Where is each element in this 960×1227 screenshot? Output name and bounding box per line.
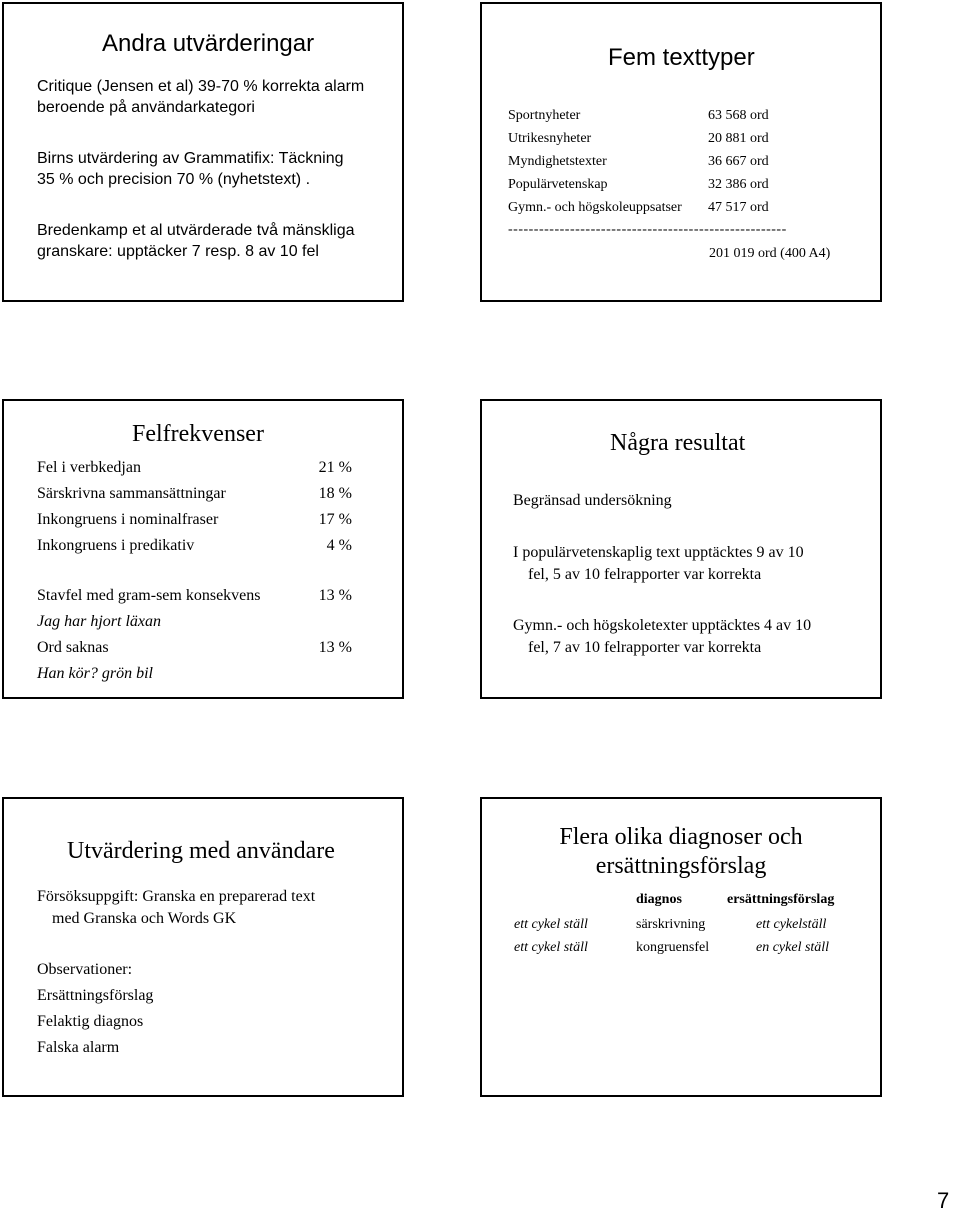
slide-title: Felfrekvenser xyxy=(132,421,264,447)
row-label: Fel i verbkedjan xyxy=(37,459,141,476)
text-line: fel, 7 av 10 felrapporter var korrekta xyxy=(528,639,762,656)
row-value: 47 517 ord xyxy=(708,200,769,215)
slide-title-line-1: Flera olika diagnoser och xyxy=(559,824,803,850)
text-line: I populärvetenskaplig text upptäcktes 9 av 10 xyxy=(513,544,804,561)
slide-title-line-2: ersättningsförslag xyxy=(595,853,767,879)
row-value: 17 % xyxy=(318,511,352,528)
text-line: med Granska och Words GK xyxy=(52,910,237,927)
example-sentence: Han kör? grön bil xyxy=(37,665,153,682)
slide-title: Andra utvärderingar xyxy=(102,30,315,57)
text-line: Gymn.- och högskoletexter upptäcktes 4 av 10 xyxy=(513,617,812,634)
slide-title: Fem texttyper xyxy=(608,44,755,71)
row-value: 32 386 ord xyxy=(708,177,769,192)
row-label: Inkongruens i predikativ xyxy=(37,537,195,554)
row-value: 20 881 ord xyxy=(708,131,769,146)
diagnosis-value: särskrivning xyxy=(636,917,706,932)
observations-heading: Observationer: xyxy=(37,961,133,978)
observation-item: Felaktig diagnos xyxy=(37,1013,144,1030)
column-header-forslag: ersättningsförslag xyxy=(727,892,835,907)
example-sentence: Jag har hjort läxan xyxy=(37,613,161,630)
text-line: beroende på användarkategori xyxy=(37,99,255,116)
page-number: 7 xyxy=(937,1188,950,1213)
slide-nagra-resultat xyxy=(480,399,882,699)
observation-item: Ersättningsförslag xyxy=(37,987,154,1004)
diagnosis-value: kongruensfel xyxy=(636,940,710,955)
row-value: 63 568 ord xyxy=(708,108,769,123)
text-line: 35 % och precision 70 % (nyhetstext) . xyxy=(37,171,311,188)
row-label: Gymn.- och högskoleuppsatser xyxy=(508,200,682,215)
slide-felfrekvenser xyxy=(2,399,404,699)
suggestion-value: en cykel ställ xyxy=(756,940,830,955)
row-value: 13 % xyxy=(318,639,352,656)
row-label: Utrikesnyheter xyxy=(508,131,592,146)
row-value: 4 % xyxy=(326,537,352,554)
row-label: Särskrivna sammansättningar xyxy=(37,485,226,502)
row-value: 18 % xyxy=(318,485,352,502)
slide-andra-utvarderingar xyxy=(2,2,404,302)
subtitle: Begränsad undersökning xyxy=(513,492,672,509)
row-value: 21 % xyxy=(318,459,352,476)
row-label: Populärvetenskap xyxy=(508,177,608,192)
example-input: ett cykel ställ xyxy=(514,917,588,932)
slide-flera-diagnoser xyxy=(480,797,882,1097)
text-line: granskare: upptäcker 7 resp. 8 av 10 fel xyxy=(37,243,319,260)
total-value: 201 019 ord (400 A4) xyxy=(709,246,831,261)
separator-line: ------------------------------------------------------ xyxy=(508,222,787,237)
text-line: fel, 5 av 10 felrapporter var korrekta xyxy=(528,566,762,583)
slide-fem-texttyper xyxy=(480,2,882,302)
row-label: Stavfel med gram-sem konsekvens xyxy=(37,587,261,604)
text-line: Critique (Jensen et al) 39-70 % korrekta alarm xyxy=(37,78,365,95)
example-input: ett cykel ställ xyxy=(514,940,588,955)
slide-title: Några resultat xyxy=(610,430,746,456)
suggestion-value: ett cykelställ xyxy=(756,917,827,932)
observation-item: Falska alarm xyxy=(37,1039,120,1056)
text-line: Bredenkamp et al utvärderade två mänskliga xyxy=(37,222,355,239)
row-value: 36 667 ord xyxy=(708,154,769,169)
row-label: Inkongruens i nominalfraser xyxy=(37,511,219,528)
row-label: Myndighetstexter xyxy=(508,154,607,169)
column-header-diagnos: diagnos xyxy=(636,892,682,907)
text-line: Försöksuppgift: Granska en preparerad text xyxy=(37,888,316,905)
row-value: 13 % xyxy=(318,587,352,604)
slide-title: Utvärdering med användare xyxy=(67,838,335,864)
slide-utvardering-med-anvandare xyxy=(2,797,404,1097)
row-label: Sportnyheter xyxy=(508,108,581,123)
text-line: Birns utvärdering av Grammatifix: Täckning xyxy=(37,150,344,167)
row-label: Ord saknas xyxy=(37,639,109,656)
